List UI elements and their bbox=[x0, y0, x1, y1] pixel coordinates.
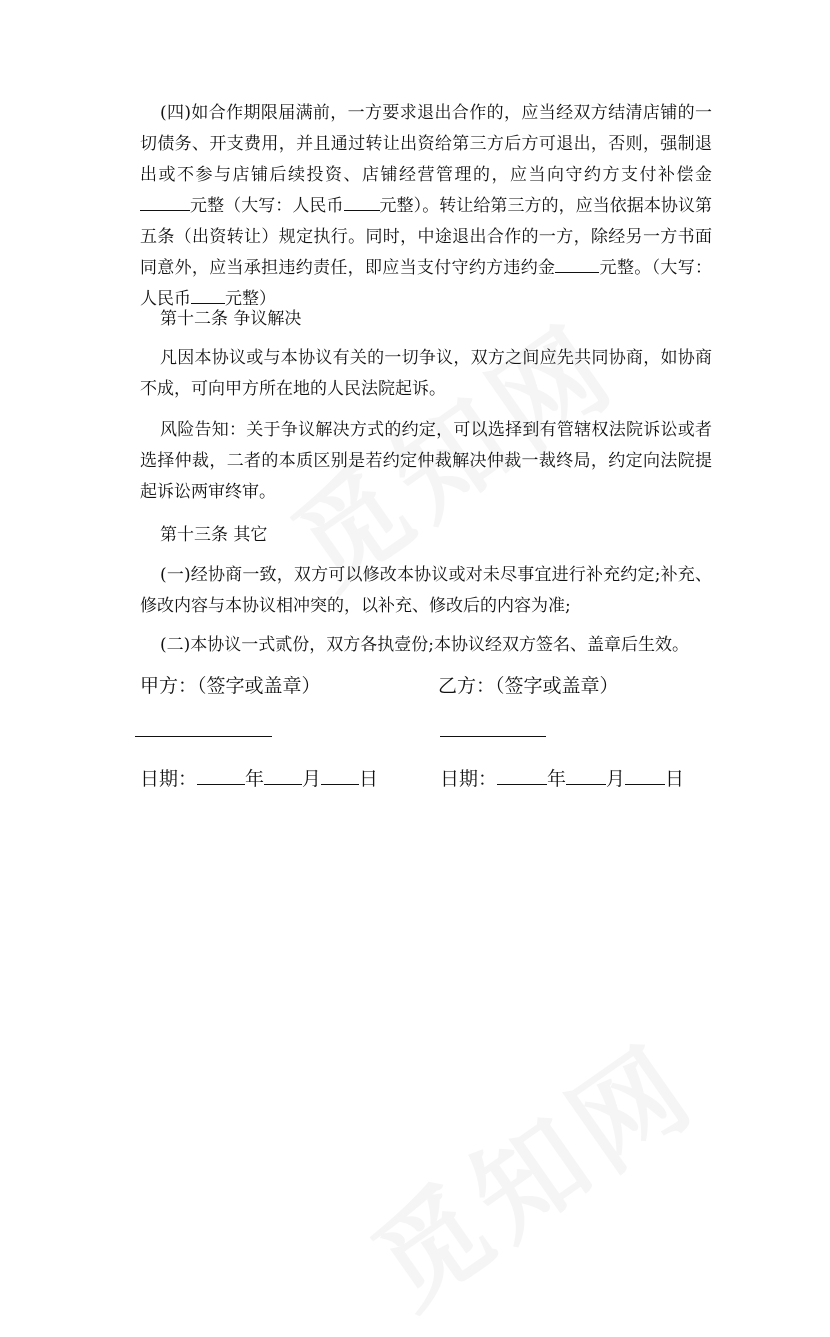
penalty-caps-blank[interactable] bbox=[191, 287, 225, 304]
penalty-blank[interactable] bbox=[555, 256, 599, 273]
year-blank[interactable] bbox=[197, 766, 245, 785]
withdrawal-text-1: (四)如合作期限届满前，一方要求退出合作的，应当经双方结清店铺的一切债务、开支费用，并且通过转让出资给第三方后方可退出，否则，强制退出或不参与店铺后续投资、店铺经营管理的，应当向守约方支付补偿金 bbox=[140, 103, 712, 185]
article-13-item-2: (二)本协议一式贰份，双方各执壹份;本协议经双方签名、盖章后生效。 bbox=[160, 635, 689, 655]
withdrawal-text-3: 元整）。转让给第三方的，应当依据本协议第五条（出资转让）规定执行。同时，中途退出合作的一方，除经另一方书面同意外，应当承担违约责任，即应当支付守约方违约金 bbox=[140, 196, 712, 278]
article-12-heading: 第十二条 争议解决 bbox=[160, 309, 302, 329]
withdrawal-text-2: 元整（大写：人民币 bbox=[190, 196, 344, 216]
withdrawal-text-5: 元整） bbox=[225, 289, 276, 309]
year-blank[interactable] bbox=[497, 766, 547, 785]
withdrawal-text-4: 元整。（大写：人民币 bbox=[140, 258, 713, 309]
day-label: 日 bbox=[665, 768, 685, 790]
month-blank[interactable] bbox=[264, 766, 302, 785]
month-blank[interactable] bbox=[566, 766, 606, 785]
risk-notice: 风险告知：关于争议解决方式的约定，可以选择到有管辖权法院诉讼或者选择仲裁，二者的本质区别是若约定仲裁解决仲裁一裁终局，约定向法院提起诉讼两审终审。 bbox=[140, 420, 712, 502]
day-blank[interactable] bbox=[625, 766, 665, 785]
party-b-signature-line[interactable] bbox=[440, 736, 546, 737]
year-label: 年 bbox=[245, 768, 265, 790]
article-13-heading: 第十三条 其它 bbox=[160, 525, 268, 545]
amount-caps-blank[interactable] bbox=[344, 194, 380, 211]
party-a-signature-line[interactable] bbox=[135, 736, 272, 737]
year-label: 年 bbox=[547, 768, 567, 790]
month-label: 月 bbox=[606, 768, 626, 790]
party-a-signature-label: 甲方：（签字或盖章） bbox=[140, 675, 321, 697]
day-blank[interactable] bbox=[321, 766, 359, 785]
month-label: 月 bbox=[302, 768, 322, 790]
day-label: 日 bbox=[359, 768, 379, 790]
article-13-item-1: (一)经协商一致，双方可以修改本协议或对未尽事宜进行补充约定;补充、修改内容与本协议相冲突的，以补充、修改后的内容为准; bbox=[140, 565, 712, 616]
party-b-signature-label: 乙方：（签字或盖章） bbox=[438, 675, 619, 697]
amount-blank[interactable] bbox=[140, 194, 190, 211]
date-label: 日期： bbox=[140, 768, 198, 790]
date-label: 日期： bbox=[440, 768, 498, 790]
withdrawal-clause bbox=[140, 98, 712, 315]
watermark-graphic-bottom bbox=[337, 1001, 723, 1337]
article-12-body: 凡因本协议或与本协议有关的一切争议，双方之间应先共同协商，如协商不成，可向甲方所在地的人民法院起诉。 bbox=[140, 348, 712, 399]
party-a-date bbox=[140, 766, 378, 792]
party-b-date bbox=[440, 766, 684, 792]
